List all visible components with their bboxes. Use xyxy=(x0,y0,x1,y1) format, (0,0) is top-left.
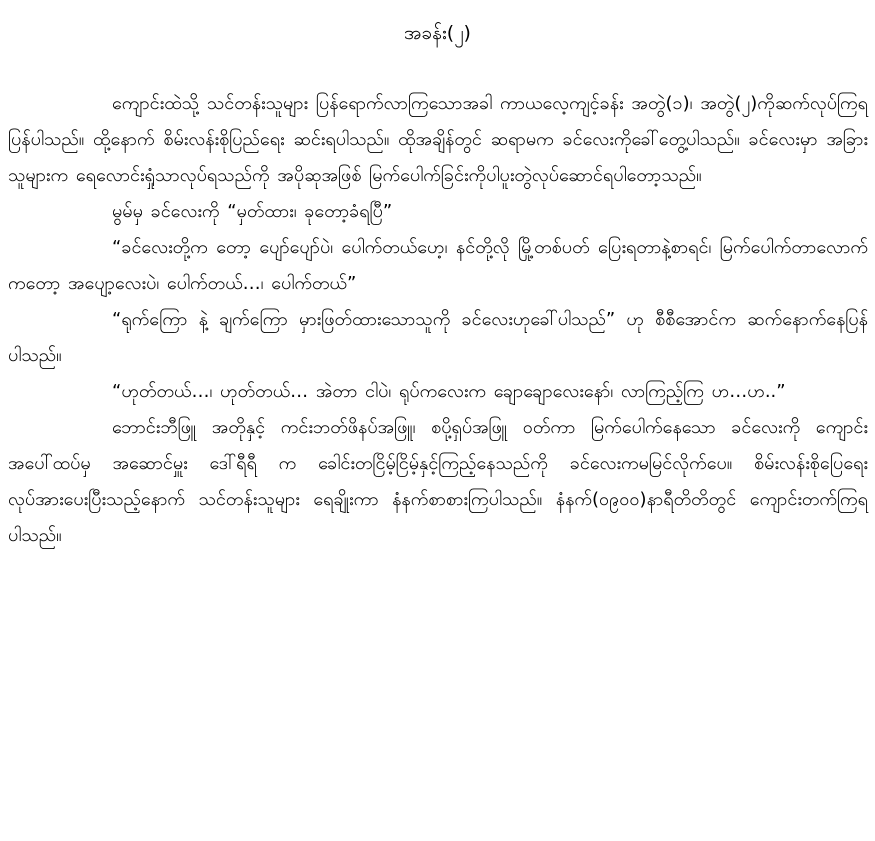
paragraph: ကျောင်းထဲသို့ သင်တန်းသူများ ပြန်ရောက်လာကြသောအခါ ကာယလေ့ကျင့်ခန်း အတွဲ(၁)၊ အတွဲ(၂)ကိုဆက်လုပ်ကြရပြန်ပါသည်။ ထို့နောက် စိမ်းလန်းစိုပြည်ရေး ဆင်းရပါသည်။ ထိုအချိန်တွင် ဆရာမက ခင်လေးကိုခေါ်တွေ့ပါသည်။ ခင်လေးမှာ အခြားသူများက ရေလောင်းရှုံသာလုပ်ရသည်ကို အပိုဆုအဖြစ် မြက်ပေါက်ခြင်းကိုပါပူးတွဲလုပ်ဆောင်ရပါတော့သည်။ xyxy=(8,93,868,186)
paragraph: “ရုက်ကြော နဲ့ ချက်ကြော မှားဖြတ်ထားသောသူကို ခင်လေးဟုခေါ်ပါသည်” ဟု စီစီအောင်က ဆက်နောက်နေပြန်ပါသည်။ xyxy=(8,309,868,366)
paragraph: မွမ်မှ ခင်လေးကို “မှတ်ထား၊ ခုတော့ခံရပြီ” xyxy=(112,201,393,222)
paragraph: ဘောင်းဘီဖြူ အတိုနှင့် ကင်းဘတ်ဖိနပ်အဖြူ၊ စပို့ရှပ်အဖြူ ဝတ်ကာ မြက်ပေါက်နေသော ခင်လေးကို ကျောင်းအပေါ်ထပ်မှ အဆောင်မှူး ဒေါ်ရီရီ က ခေါင်းတငြိမ့်ငြိမ့်နှင့်ကြည့်နေသည်ကို ခင်လေးကမမြင်လိုက်ပေ။ စိမ်းလန်းစိုပြေရေး လုပ်အားပေးပြီးသည့်နောက် သင်တန်းသူများ ရေချိုးကာ နံနက်စာစားကြပါသည်။ နံနက်(၀၉၀၀)နာရီတိတိတွင် ကျောင်းတက်ကြရပါသည်။ xyxy=(8,417,868,546)
paragraph: “ဟုတ်တယ်…၊ ဟုတ်တယ်… အဲတာ ငါပဲ၊ ရုပ်ကလေးက ချောချောလေးနော်၊ လာကြည့်ကြ ဟ…ဟ..” xyxy=(112,381,786,402)
paragraph: “ခင်လေးတို့က တော့ ပျော်ပျော်ပဲ၊ ပေါက်တယ်ဟေ့၊ နင်တို့လို မြို့တစ်ပတ် ပြေးရတာနဲ့စာရင်၊ မြက်ပေါက်တာလောက်ကတော့ အပျော့လေးပဲ၊ ပေါက်တယ်…၊ ပေါက်တယ်” xyxy=(8,237,868,294)
chapter-title: အခန်း(၂) xyxy=(404,22,471,44)
document-body xyxy=(8,86,868,554)
